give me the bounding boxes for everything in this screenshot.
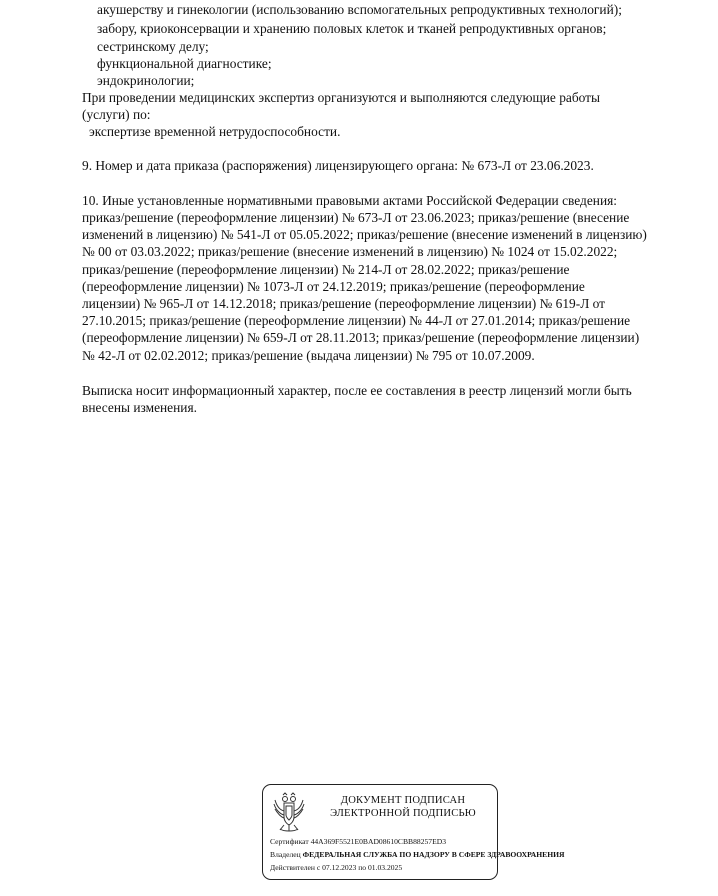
activity-line-diagnostics: функциональной диагностике;	[97, 56, 272, 71]
certificate-label: Сертификат	[270, 837, 309, 846]
stamp-title-line-2: ЭЛЕКТРОННОЙ ПОДПИСЬЮ	[330, 808, 476, 819]
certificate-value: 44A369F5521E0BAD08610CBB88257ED3	[310, 837, 447, 846]
activity-line-obstetrics: акушерству и гинекологии (использованию вспомогательных репродуктивных технологий);	[97, 2, 622, 17]
stamp-title-line-1: ДОКУМЕНТ ПОДПИСАН	[340, 795, 466, 806]
section-10-line: лицензии) № 965-Л от 14.12.2018; приказ/решение (переоформление лицензии) № 619-Л от	[82, 296, 606, 311]
disclaimer-line: Выписка носит информационный характер, после ее составления в реестр лицензий могли быть	[82, 383, 632, 398]
activity-line-nursing: сестринскому делу;	[97, 39, 209, 54]
stamp-title	[315, 794, 491, 820]
section-10-line: № 42-Л от 02.02.2012; приказ/решение (выдача лицензии) № 795 от 10.07.2009.	[82, 348, 535, 363]
section-10-line: 27.10.2015; приказ/решение (переоформление лицензии) № 44-Л от 27.01.2014; приказ/решение	[82, 313, 631, 328]
stamp-validity: Действителен с 07.12.2023 по 01.03.2025	[270, 863, 403, 872]
section-10-line: (переоформление лицензии) № 1073-Л от 24.12.2019; приказ/решение (переоформление	[82, 279, 585, 294]
owner-value: ФЕДЕРАЛЬНАЯ СЛУЖБА ПО НАДЗОРУ В СФЕРЕ ЗДРАВООХРАНЕНИЯ	[302, 850, 565, 859]
section-10-line: изменений в лицензию) № 541-Л от 05.05.2022; приказ/решение (внесение изменений в лицензию)	[82, 227, 647, 242]
section-10-heading: 10. Иные установленные нормативными правовыми актами Российской Федерации сведения:	[82, 193, 617, 208]
electronic-signature-stamp	[262, 784, 565, 880]
disclaimer-line-cont: внесены изменения.	[82, 400, 197, 415]
stamp-owner	[270, 850, 565, 860]
owner-label: Владелец	[270, 850, 301, 859]
activity-line-endocrinology: эндокринологии;	[97, 73, 195, 88]
double-headed-eagle-icon	[272, 791, 306, 835]
expertise-intro-line: При проведении медицинских экспертиз организуются и выполняются следующие работы	[82, 90, 601, 105]
section-10-line: приказ/решение (переоформление лицензии) № 673-Л от 23.06.2023; приказ/решение (внесение	[82, 210, 630, 225]
expertise-intro-cont: (услуги) по:	[82, 107, 151, 122]
stamp-certificate	[270, 837, 446, 847]
expertise-item: экспертизе временной нетрудоспособности.	[89, 124, 341, 139]
section-10-line: приказ/решение (переоформление лицензии) № 214-Л от 28.02.2022; приказ/решение	[82, 262, 570, 277]
section-10-line: (переоформление лицензии) № 659-Л от 28.11.2013; приказ/решение (переоформление лицензии)	[82, 330, 640, 345]
section-9-order: 9. Номер и дата приказа (распоряжения) лицензирующего органа: № 673-Л от 23.06.2023.	[82, 158, 594, 173]
activity-line-cryo: забору, криоконсервации и хранению половых клеток и тканей репродуктивных органов;	[97, 21, 607, 36]
section-10-line: № 00 от 03.03.2022; приказ/решение (внесение изменений в лицензию) № 1024 от 15.02.2022;	[82, 244, 618, 259]
